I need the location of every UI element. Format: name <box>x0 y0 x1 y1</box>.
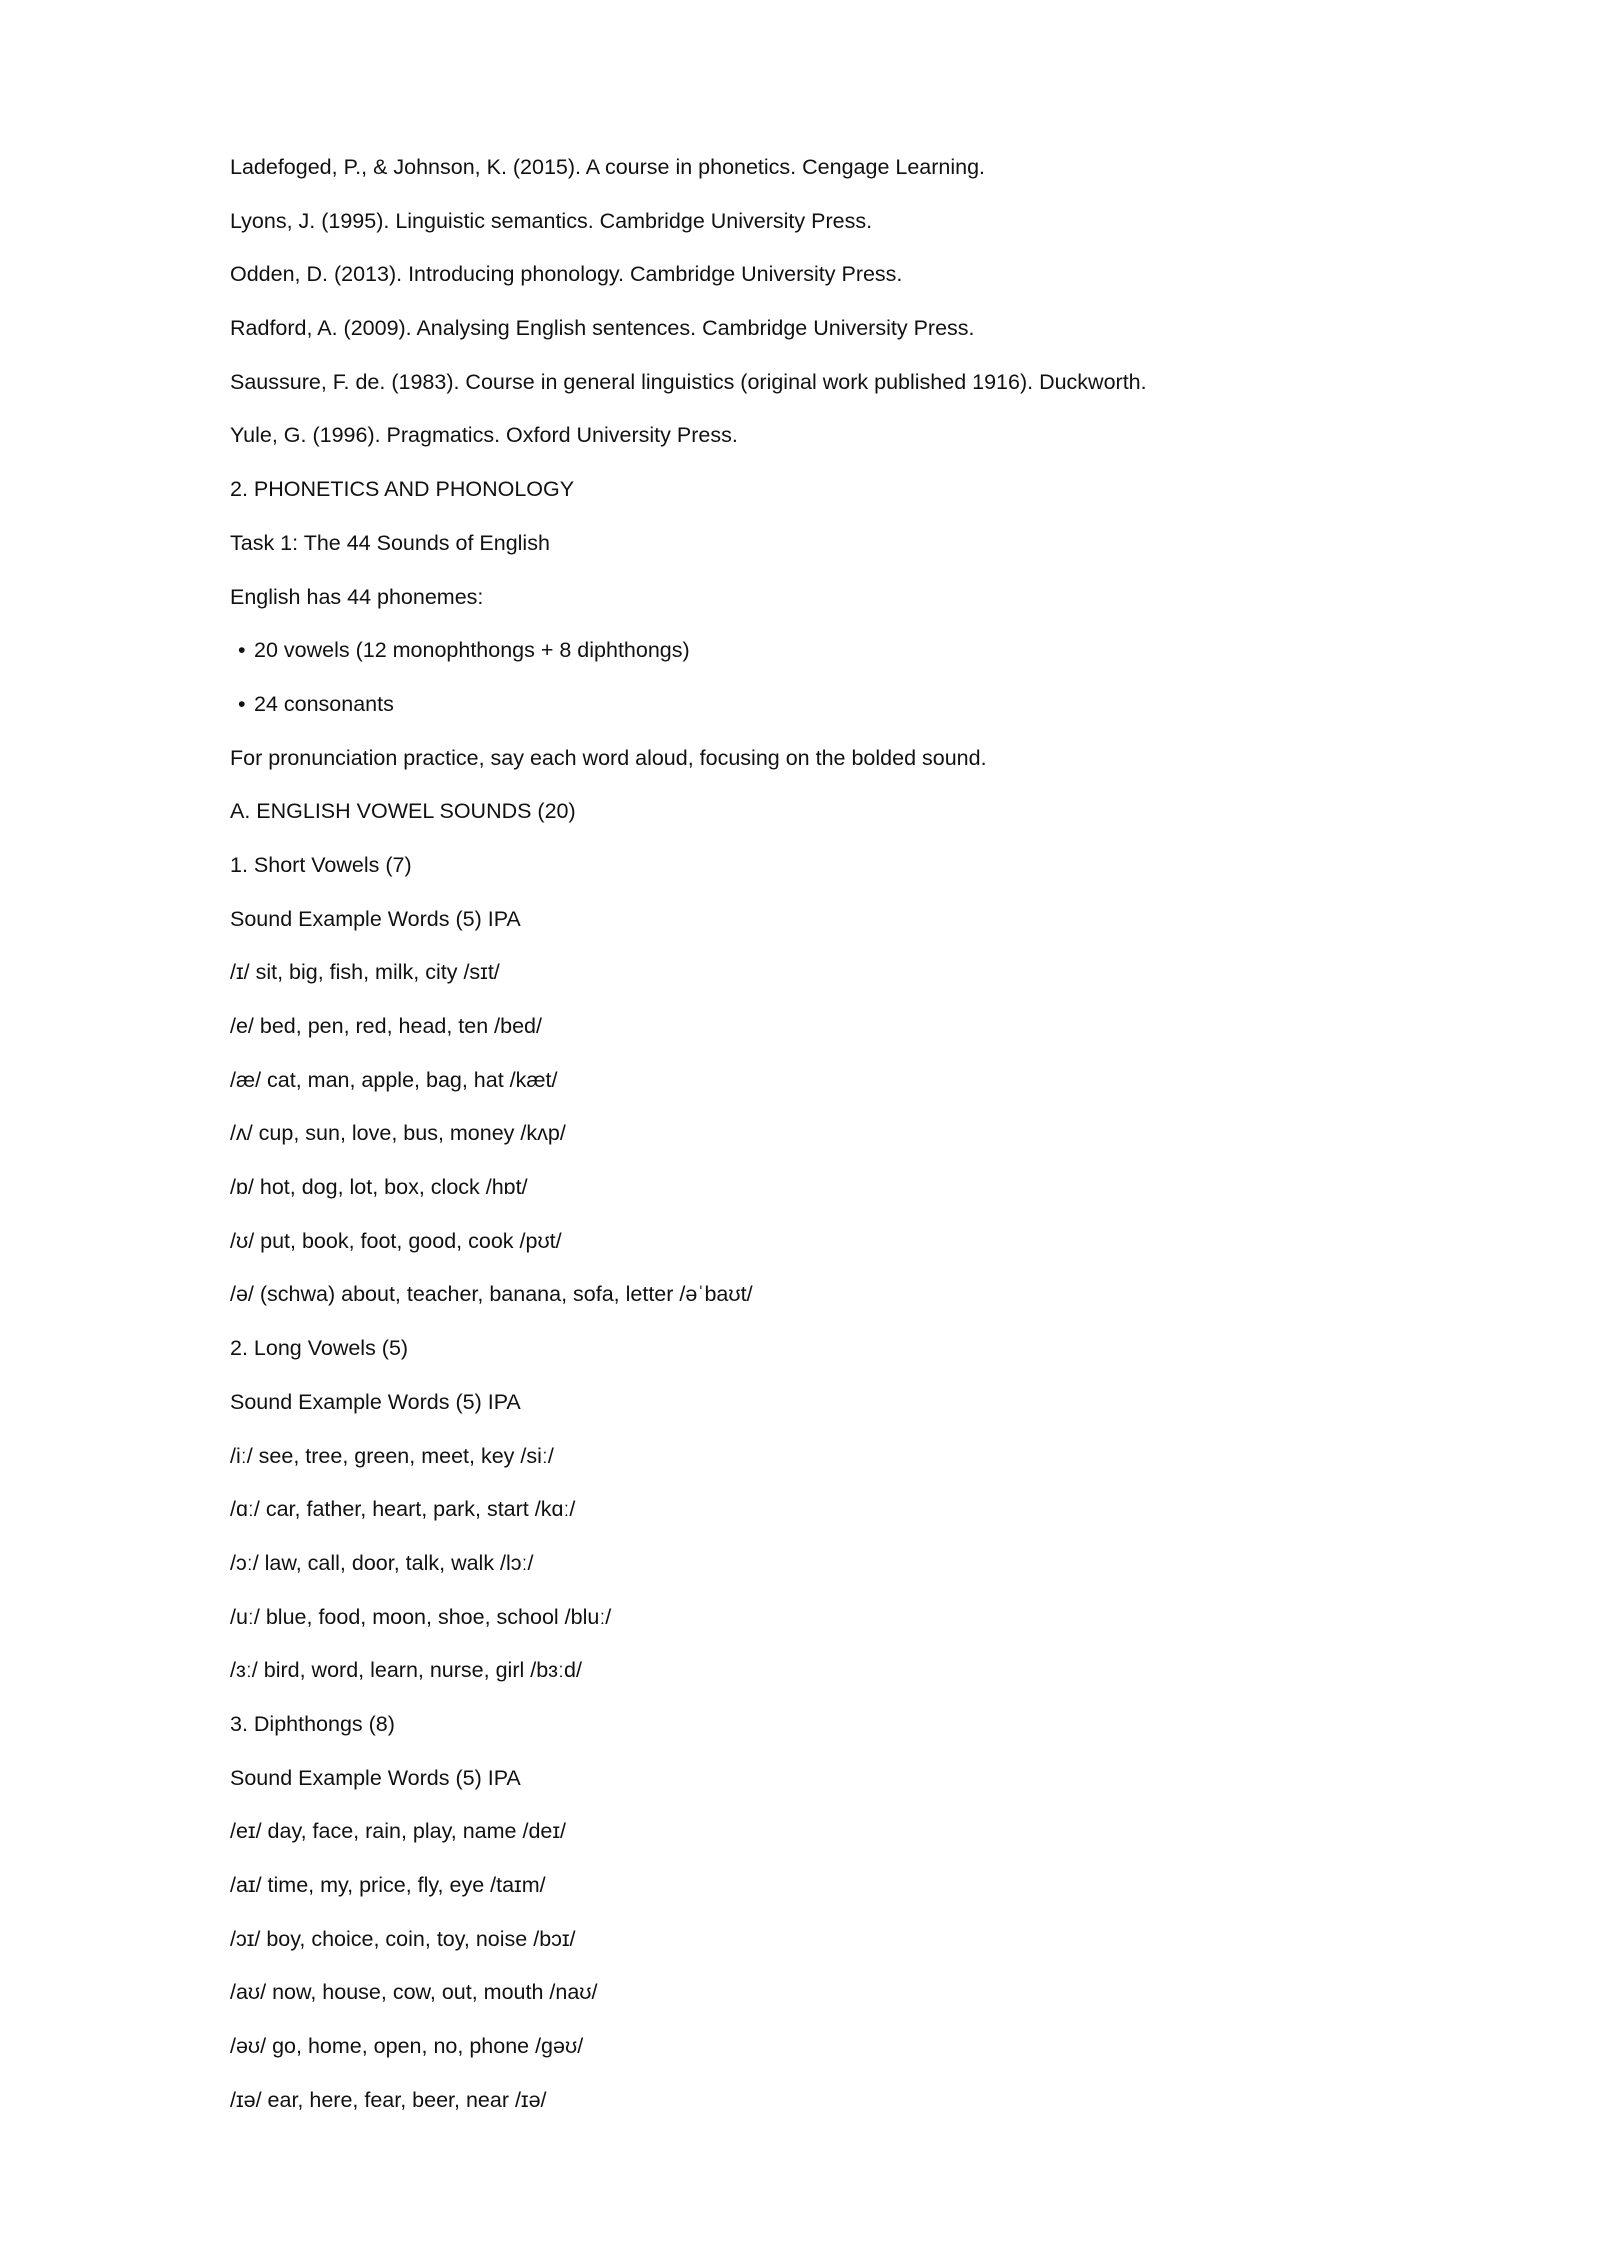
table-row: /ɒ/ hot, dog, lot, box, clock /hɒt/ <box>230 1175 528 1200</box>
table-row: /ɜː/ bird, word, learn, nurse, girl /bɜːd/ <box>230 1658 582 1683</box>
reference-entry: Yule, G. (1996). Pragmatics. Oxford University Press. <box>230 423 738 448</box>
table-row: /ɪ/ sit, big, fish, milk, city /sɪt/ <box>230 960 500 985</box>
vowel-heading: A. ENGLISH VOWEL SOUNDS (20) <box>230 799 576 824</box>
long-vowels-title: 2. Long Vowels (5) <box>230 1336 409 1361</box>
intro-text: English has 44 phonemes: <box>230 584 484 609</box>
table-row: /e/ bed, pen, red, head, ten /bed/ <box>230 1014 542 1038</box>
task-title: Task 1: The 44 Sounds of English <box>230 530 550 555</box>
short-vowels-title: 1. Short Vowels (7) <box>230 852 412 877</box>
reference-entry: Odden, D. (2013). Introducing phonology. Cambridge University Press. <box>230 262 903 287</box>
bullet-text: 20 vowels (12 monophthongs + 8 diphthongs) <box>254 638 690 663</box>
table-row: /uː/ blue, food, moon, shoe, school /bluː/ <box>230 1604 612 1629</box>
table-header: Sound Example Words (5) IPA <box>230 1389 521 1414</box>
page-content <box>230 152 1410 2138</box>
table-row: /æ/ cat, man, apple, bag, hat /kæt/ <box>230 1067 558 1092</box>
bullet-icon: • <box>238 638 246 663</box>
table-row: /aɪ/ time, my, price, fly, eye /taɪm/ <box>230 1873 546 1897</box>
diphthongs-title: 3. Diphthongs (8) <box>230 1711 395 1736</box>
table-header: Sound Example Words (5) IPA <box>230 906 521 931</box>
reference-entry: Radford, A. (2009). Analysing English sentences. Cambridge University Press. <box>230 316 975 341</box>
table-row: /ʊ/ put, book, foot, good, cook /pʊt/ <box>230 1228 562 1253</box>
reference-entry: Saussure, F. de. (1983). Course in general linguistics (original work published 1916). Duckworth. <box>230 369 1147 394</box>
bullet-item <box>230 635 1410 689</box>
table-row: /ɑː/ car, father, heart, park, start /kɑː/ <box>230 1497 576 1522</box>
table-row: /ə/ (schwa) about, teacher, banana, sofa, letter /əˈbaʊt/ <box>230 1282 753 1307</box>
reference-entry: Ladefoged, P., & Johnson, K. (2015). A course in phonetics. Cengage Learning. <box>230 155 986 179</box>
table-header: Sound Example Words (5) IPA <box>230 1765 521 1790</box>
table-row: /aʊ/ now, house, cow, out, mouth /naʊ/ <box>230 1980 598 2005</box>
bullet-text: 24 consonants <box>254 691 394 716</box>
table-row: /iː/ see, tree, green, meet, key /siː/ <box>230 1443 554 1468</box>
section-heading: 2. PHONETICS AND PHONOLOGY <box>230 477 575 502</box>
table-row: /ʌ/ cup, sun, love, bus, money /kʌp/ <box>230 1121 566 1146</box>
table-row: /eɪ/ day, face, rain, play, name /deɪ/ <box>230 1819 566 1844</box>
bullet-item <box>230 689 1410 743</box>
table-row: /əʊ/ go, home, open, no, phone /gəʊ/ <box>230 2034 584 2059</box>
table-row: /ɪə/ ear, here, fear, beer, near /ɪə/ <box>230 2087 547 2112</box>
table-row: /ɔː/ law, call, door, talk, walk /lɔː/ <box>230 1550 534 1575</box>
reference-entry: Lyons, J. (1995). Linguistic semantics. Cambridge University Press. <box>230 208 873 233</box>
practice-note: For pronunciation practice, say each word aloud, focusing on the bolded sound. <box>230 745 987 770</box>
bullet-icon: • <box>238 691 246 716</box>
table-row: /ɔɪ/ boy, choice, coin, toy, noise /bɔɪ/ <box>230 1926 576 1951</box>
